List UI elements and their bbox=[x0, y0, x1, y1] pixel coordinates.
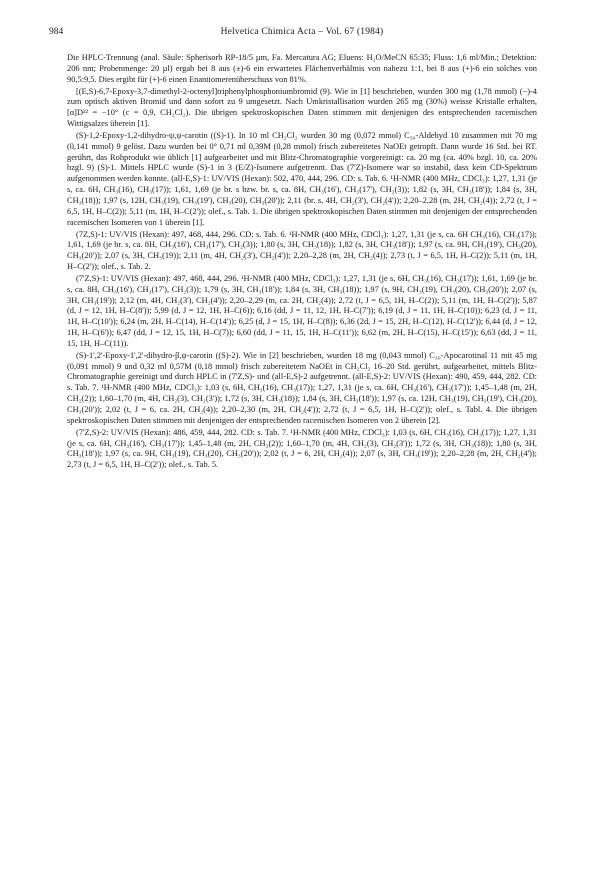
paragraph-phosphonium-bromide: [(E,S)-6,7-Epoxy-3,7-dimethyl-2-octenyl]triphenylphosphoniumbromid (9). Wie in [1] beschrieben, wurden 300 mg (1,78 mmol) (−)-4 zum optisch aktiven Bromid und dann sofort zu 9 umgesetzt. Nach Umkristallisation wurden 265 mg (30%) weisse Kristalle erhalten, [α]D²² = −10° (c = 0,9, CH₂Cl₂). Die übrigen spektroskopischen Daten stimmen mit denjenigen des entsprechenden racemischen Wittigsalzes überein [1]. bbox=[67, 86, 537, 129]
paragraph-7pz-s-2: (7'Z,S)-2: UV/VIS (Hexan): 486, 459, 444, 282. CD: s. Tab. 7. ¹H-NMR (400 MHz, CDCl₃): 1,03 (s, 6H, CH₃(16), CH₃(17)); 1,27, 1,31 (je s, ca. 6H, CH₃(16'), CH₃(17')); 1,45–1,48 (m, 2H, CH₂(2)); 1,60–1,70 (m, 4H, CH₂(3), CH₂(3')); 1,72 (s, 3H, CH₃(18)); 1,80 (s, 3H, CH₃(18')); 1,97 (s, ca. 9H, CH₃(19), CH₃(20), CH₃(20')); 2,02 (t, J = 6, 2H, CH₂(4)); 2,07 (s, 3H, CH₃(19')); 2,20–2,28 (m, 2H, CH₂(4')); 2,73 (t, J = 6,5, 1H, H–C(2')); olef., s. Tab. 5. bbox=[67, 427, 537, 470]
running-header bbox=[49, 27, 555, 41]
paragraph-s-2-synthesis: (S)-1',2'-Epoxy-1',2'-dihydro-β,ψ-carotin ((S)-2). Wie in [2] beschrieben, wurden 18 mg (0,043 mmol) C₃₀-Apocarotinal 11 mit 45 mg (0,091 mmol) 9 und 0,32 ml 0,57M (0,18 mmol) frisch zubereitetem NaOEt in CH₂Cl₂ 16–20 Std. gerührt, aufgearbeitet, mittels Blitz-Chromatographie gereinigt und durch HPLC in (7'Z,S)- und (all-E,S)-2 aufgetrennt. (all-E,S)-2: UV/VIS (Hexan): 490, 459, 444, 282. CD: s. Tab. 7. ¹H-NMR (400 MHz, CDCl₃): 1,03 (s, 6H, CH₃(16), CH₃(17)); 1,27, 1,31 (je s, ca. 6H, CH₃(16'), CH₃(17')); 1,45–1,48 (m, 2H, CH₂(2)); 1,60–1,70 (m, 4H, CH₂(3), CH₂(3')); 1,72 (s, 3H, CH₃(18)); 1,84 (s, 3H, CH₃(18')); 1,97 (s, ca. 12H, CH₃(19), CH₃(19'), CH₃(20), CH₃(20')); 2,02 (t, J = 6, ca. 2H, CH₂(4)); 2,20–2,30 (m, 2H, CH₂(4')); 2,72 (t, J = 6,5, 1H, H–C(2')); olef., s. Tabl. 4. Die übrigen spektroskopischen Daten stimmen mit denjenigen der entsprechenden racemischen Isomeren von 2 überein [2]. bbox=[67, 350, 537, 425]
journal-title: Helvetica Chimica Acta – Vol. 67 (1984) bbox=[220, 27, 384, 37]
paragraph-hplc: Die HPLC-Trennung (anal. Säule: Spherisorb RP-18/5 µm, Fa. Mercatura AG; Eluens: H₂O/MeCN 65:35; Fluss: 1,6 ml/Min.; Detektion: 206 nm; Probenmenge: 20 µl) ergab bei 8 aus (±)-6 ein erwartetes Flächenverhältnis von nahezu 1:1, bei 8 aus (+)-6 ein solches von 90,5:9,5. Dies ergibt für (+)-6 einen Enantiomerenüberschuss von 81%. bbox=[67, 53, 537, 84]
paragraph-7z-s-1: (7Z,S)-1: UV/VIS (Hexan): 497, 468, 444, 296. CD: s. Tab. 6. ¹H-NMR (400 MHz, CDCl₃): 1,27, 1,31 (je s, ca. 6H CH₃(16), CH₃(17)); 1,61, 1,69 (je br. s, ca. 8H, CH₃(16'), CH₃(17'), CH₂(3)); 1,80 (s, 3H, CH₃(18)); 1,82 (s, 3H, CH₃(18')); 1,97 (s, ca. 9H, CH₃(19'), CH₃(20), CH₃(20')); 2,07 (s, 3H, CH₃(19)); 2,11 (m, 4H, CH₂(3'), CH₂(4')); 2,20–2,28 (m, 2H, CH₂(4)); 2,73 (t, J = 6,5, 1H, H–C(2)); 5,11 (m, 1H, H–C(2')); olef., s. Tab. 2. bbox=[67, 229, 537, 272]
paragraph-s-1-synthesis: (S)-1,2-Epoxy-1,2-dihydro-ψ,ψ-carotin ((S)-1). In 10 ml CH₂Cl₂ wurden 30 mg (0,072 mmol) C₃₀-Aldehyd 10 zusammen mit 70 mg (0,141 mmol) 9 gelöst. Dazu wurden bei 0° 0,71 ml 0,39M (0,28 mmol) frisch zubereitetes NaOEt getropft. Dann wurde 16 Std. bei RT. gerührt, das Rohprodukt wie üblich [1] aufgearbeitet und mit Blitz-Chromatographie vorgereinigt: ca. 20 mg (ca. 40% bzgl. 10, ca. 20% bzgl. 9) (S)-1. Mittels HPLC wurde (S)-1 in 3 (E/Z)-Isomere aufgetrennt. Das (7'Z)-Isomere war so instabil, dass kein CD-Spektrum aufgenommen werden konnte. (all-E,S)-1: UV/VIS (Hexan): 502, 470, 444, 296. CD: s. Tab. 6. ¹H-NMR (400 MHz, CDCl₃): 1,27, 1,31 (je s, ca. 6H, CH₃(16), CH₃(17)); 1,61, 1,69 (je br. s bzw. br. s, ca. 8H, CH₃(16'), CH₃(17'), CH₂(3)); 1,82 (s, 3H, CH₃(18')); 1,84 (s, 3H, CH₃(18)); 1,97 (s, 12H, CH₃(19), CH₃(19'), CH₃(20), CH₃(20')); 2,11 (br. s, 4H, CH₂(3'), CH₂(4')); 2,20–2,28 (m, 2H, CH₂(4)); 2,72 (t, J = 6,5, 1H, H–C(2)); 5,11 (m, 1H, H–C(2')); olef., s. Tab. 1. Die übrigen spektroskopischen Daten stimmen mit denjenigen der entsprechenden racemischen Isomeren von 1 überein [1]. bbox=[67, 130, 537, 227]
body-text bbox=[67, 53, 537, 472]
paragraph-7pz-s-1: (7'Z,S)-1: UV/VIS (Hexan): 497, 468, 444, 296. ¹H-NMR (400 MHz, CDCl₃): 1,27, 1,31 (je s, 6H, CH₃(16), CH₃(17)); 1,61, 1,69 (je br. s, ca. 8H, CH₃(16'), CH₃(17'), CH₂(3)); 1,79 (s, 3H, CH₃(18')); 1,84 (s, 3H, CH₃(18)); 1,97 (s, 9H, CH₃(19), CH₃(20), CH₃(20')); 2,07 (s, 3H, CH₃(19')); 2,12 (m, 4H, CH₂(3'), CH₂(4')); 2,20–2,29 (m, ca. 2H, CH₂(4)); 2,72 (t, J = 6,5, 1H, H–C(2)); 5,11 (m, 1H, H–C(2')); 5,87 (d, J = 12, 1H, H–C(8')); 5,99 (d, J = 12, 1H, H–C(6)); 6,16 (dd, J = 11, 12, 1H, H–C(7')); 6,19 (d, J = 11, 1H, H–C(10)); 6,23 (d, J = 11, 1H, H–C(10')); 6,24 (m, 2H, H–C(14), H–C(14')); 6,25 (d, J = 15, 1H, H–C(8)); 6,36 (2d, J = 15, 2H, H–C(12), H–C(12')); 6,44 (d, J = 12, 1H, H–C(6')); 6,47 (dd, J = 12, 15, 1H, H–C(7)); 6,60 (dd, J = 11, 15, 1H, H–C(11')); 6,62 (m, 2H, H–C(15), H–C(15')); 6,63 (dd, J = 11, 15, 1H, H–C(11)). bbox=[67, 273, 537, 348]
page-number: 984 bbox=[49, 27, 64, 37]
